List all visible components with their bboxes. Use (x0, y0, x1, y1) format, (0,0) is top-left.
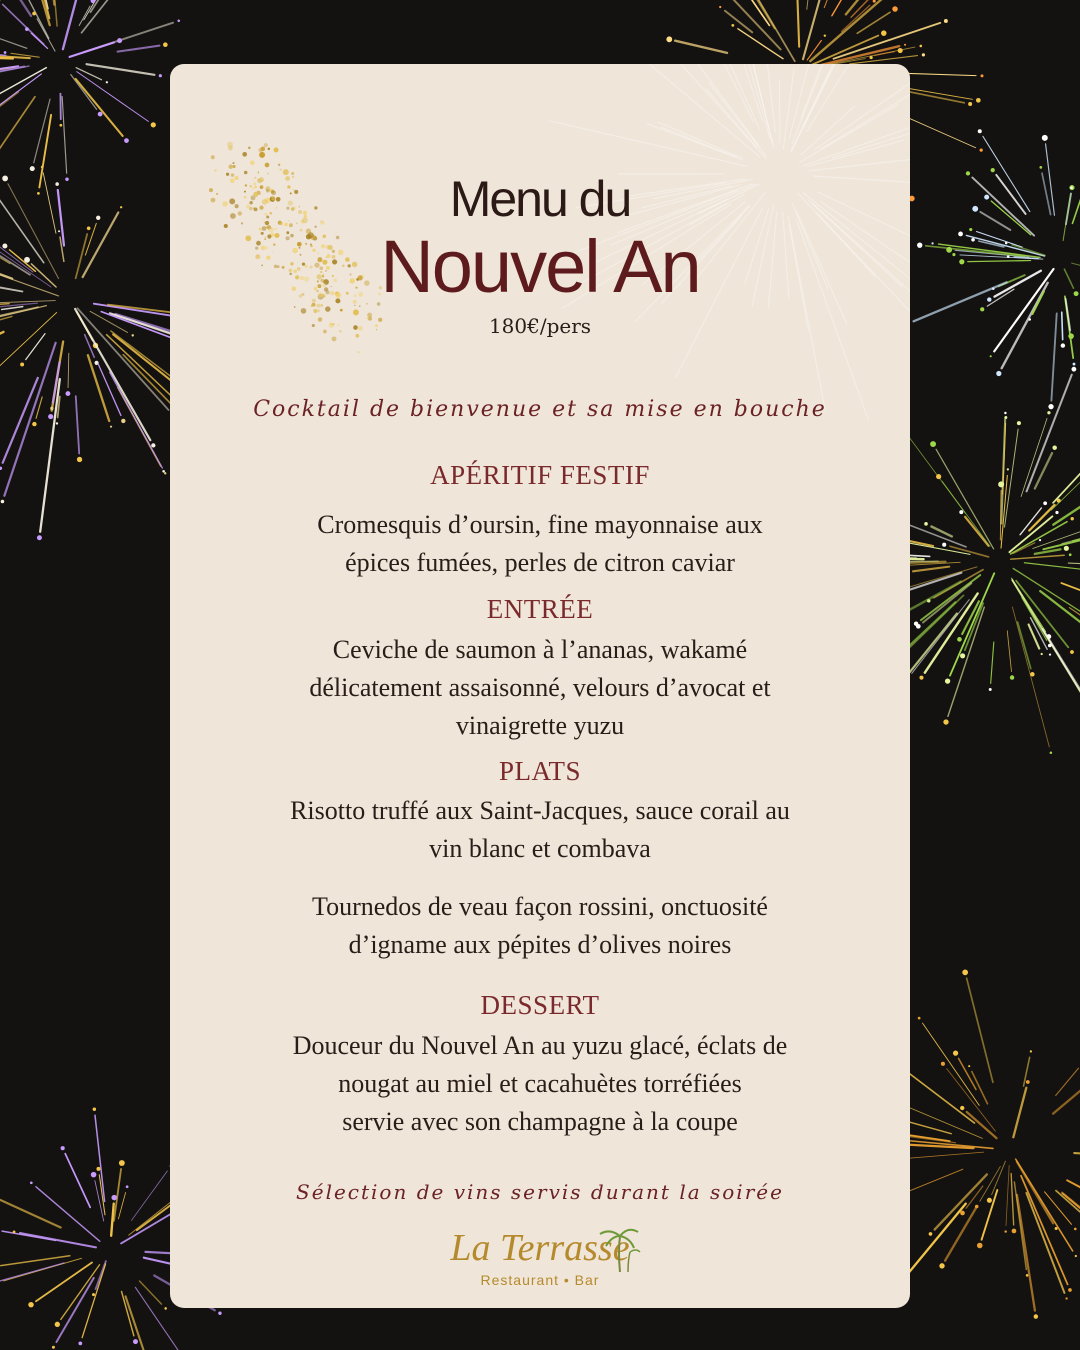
firework-dot (1012, 1229, 1017, 1234)
firework-dot (1070, 650, 1074, 654)
firework-dot (1071, 517, 1074, 520)
firework-spark (1021, 418, 1047, 496)
firework-dot (1064, 546, 1069, 551)
firework-spark (1053, 419, 1080, 503)
firework-dot (124, 138, 129, 143)
firework-dot (1028, 318, 1031, 321)
firework-dot (48, 414, 53, 419)
firework-spark (1005, 429, 1019, 527)
firework-spark (983, 136, 1030, 211)
plats-dish-2 (200, 888, 880, 964)
firework-dot (119, 1160, 125, 1166)
firework-spark (0, 272, 59, 296)
firework-spark (1061, 583, 1080, 596)
firework-spark (1016, 581, 1068, 648)
firework-dot (56, 422, 58, 424)
firework-spark (935, 1174, 987, 1229)
firework-dot (96, 1167, 100, 1171)
firework-spark (1006, 1165, 1009, 1225)
firework-spark (36, 1187, 100, 1242)
firework-dot (969, 228, 972, 231)
firework-spark (1018, 622, 1031, 668)
firework-dot (987, 1198, 992, 1203)
firework-dot (998, 481, 1004, 487)
firework-dot (61, 1146, 65, 1150)
firework-dot (922, 53, 925, 56)
firework-dot (120, 206, 122, 208)
firework-dot (2, 176, 8, 182)
firework-dot (66, 391, 71, 396)
firework-spark (63, 0, 78, 49)
firework-dot (987, 297, 991, 301)
firework-dot (162, 470, 165, 473)
firework-dot (132, 334, 134, 336)
firework-dot (159, 74, 162, 77)
firework-spark (111, 1204, 114, 1236)
firework-dot (990, 355, 992, 357)
firework-spark (8, 184, 59, 279)
firework-spark (0, 285, 22, 292)
firework-spark (1063, 194, 1071, 241)
firework-dot (968, 102, 972, 106)
firework-dot (881, 30, 887, 36)
firework-spark (972, 177, 1034, 235)
firework-dot (1030, 1050, 1032, 1052)
firework-spark (58, 190, 64, 246)
firework-spark (1042, 173, 1051, 214)
firework-spark (75, 309, 150, 440)
plats-dish-2-line-1: Tournedos de veau façon rossini, onctuosité (312, 892, 768, 921)
firework-dot (110, 426, 112, 428)
firework-spark (991, 642, 994, 683)
firework-dot (1, 500, 5, 504)
entree-dish (200, 631, 880, 745)
firework-dot (1017, 421, 1021, 425)
firework-dot (959, 510, 963, 514)
firework-dot (1075, 1255, 1077, 1257)
firework-spark (1014, 1182, 1026, 1269)
firework-spark (79, 6, 90, 26)
firework-spark (62, 97, 67, 174)
firework-dot (20, 362, 24, 366)
firework-spark (9, 0, 49, 38)
heading-aperitif: APÉRITIF FESTIF (430, 460, 650, 490)
aperitif-line-1: Cromesquis d’oursin, fine mayonnaise aux (317, 510, 763, 539)
firework-spark (26, 334, 45, 360)
firework-spark (20, 1233, 96, 1247)
firework-dot (1034, 1314, 1039, 1319)
plats-dish-1-line-2: vin blanc et combava (429, 834, 651, 863)
firework-spark (803, 0, 836, 59)
firework-dot (1048, 404, 1053, 409)
menu-card (170, 64, 910, 1308)
dessert-line-3: servie avec son champagne à la coupe (342, 1107, 738, 1136)
firework-dot (151, 443, 155, 447)
firework-dot (177, 20, 180, 23)
firework-spark (82, 0, 136, 33)
firework-dot (824, 34, 826, 36)
welcome-cocktail: Cocktail de bienvenue et sa mise en bouche (253, 397, 827, 422)
heading-plats: PLATS (498, 756, 582, 786)
firework-spark (131, 1171, 167, 1221)
firework-dot (4, 51, 7, 54)
firework-dot (916, 624, 921, 629)
firework-spark (1056, 1068, 1079, 1095)
firework-spark (40, 379, 60, 532)
firework-spark (942, 481, 990, 546)
plats-dish-1 (200, 792, 880, 868)
menu-content (170, 64, 910, 1308)
firework-dot (952, 253, 955, 256)
firework-dot (25, 27, 29, 31)
entree-line-1: Ceviche de saumon à l’ananas, wakamé (332, 635, 748, 664)
firework-dot (1026, 1080, 1030, 1084)
firework-spark (968, 261, 1031, 262)
firework-dot (945, 678, 950, 683)
firework-dot (719, 6, 721, 8)
aperitif-line-2: épices fumées, perles de citron caviar (345, 548, 735, 577)
firework-dot (929, 1232, 933, 1236)
firework-dot (126, 1185, 129, 1188)
firework-dot (30, 1181, 33, 1184)
firework-dot (164, 472, 166, 474)
heading-dessert: DESSERT (480, 990, 600, 1020)
firework-dot (1069, 553, 1072, 556)
restaurant-logo (430, 1222, 650, 1292)
firework-dot (92, 1293, 95, 1296)
firework-dot (1073, 363, 1076, 366)
firework-dot (121, 419, 125, 423)
plats-dish-1-line-1: Risotto truffé aux Saint-Jacques, sauce corail au (290, 796, 790, 825)
firework-spark (0, 316, 12, 360)
firework-spark (987, 289, 1014, 306)
firework-spark (0, 312, 57, 381)
firework-dot (962, 969, 968, 975)
firework-spark (61, 1265, 100, 1320)
firework-spark (948, 607, 984, 716)
firework-spark (139, 1281, 161, 1304)
firework-dot (93, 1108, 96, 1111)
dessert-line-1: Douceur du Nouvel An au yuzu glacé, éclats de (292, 1031, 788, 1060)
firework-spark (0, 68, 46, 101)
firework-spark (966, 1186, 983, 1208)
firework-dot (98, 112, 103, 117)
firework-spark (83, 213, 119, 278)
firework-spark (1011, 555, 1065, 559)
title-line-2: Nouvel An (380, 225, 700, 308)
firework-spark (0, 97, 35, 152)
firework-spark (1011, 1174, 1014, 1225)
firework-spark (1002, 283, 1048, 368)
firework-dot (924, 522, 928, 526)
plats-dish-2-line-2: d’igname aux pépites d’olives noires (348, 930, 732, 959)
firework-spark (43, 173, 56, 233)
firework-spark (947, 1069, 996, 1132)
firework-dot (164, 1307, 167, 1310)
firework-spark (1000, 490, 1001, 540)
firework-spark (0, 47, 6, 56)
firework-dot (939, 1263, 944, 1268)
firework-dot (996, 371, 1001, 376)
firework-dot (32, 422, 36, 426)
firework-dot (1010, 675, 1014, 679)
firework-spark (0, 265, 12, 279)
dessert-line-2: nougat au miel et cacahuètes torréfiées (338, 1069, 742, 1098)
firework-spark (1017, 1195, 1035, 1311)
firework-dot (960, 653, 965, 658)
firework-spark (2, 307, 23, 310)
firework-spark (1013, 1088, 1026, 1137)
firework-spark (967, 978, 993, 1082)
firework-dot (942, 543, 946, 547)
firework-dot (1061, 343, 1065, 347)
firework-dot (96, 216, 100, 220)
firework-spark (807, 0, 817, 9)
firework-dot (931, 242, 933, 244)
firework-dot (1026, 1274, 1029, 1277)
firework-spark (71, 75, 97, 110)
firework-dot (1068, 1288, 1072, 1292)
firework-dot (978, 129, 982, 133)
firework-dot (1070, 187, 1073, 190)
firework-dot (977, 1243, 983, 1249)
firework-spark (1051, 313, 1056, 400)
firework-dot (1041, 653, 1043, 655)
firework-spark (118, 46, 160, 52)
firework-dot (968, 1065, 970, 1067)
firework-dot (1039, 539, 1041, 541)
firework-spark (965, 517, 988, 546)
firework-dot (898, 48, 903, 53)
firework-spark (10, 250, 36, 271)
firework-dot (984, 195, 989, 200)
firework-dot (943, 719, 948, 724)
firework-dot (55, 182, 59, 186)
firework-dot (1068, 333, 1074, 339)
firework-spark (1043, 629, 1080, 751)
firework-dot (1004, 1230, 1006, 1232)
firework-spark (0, 1191, 61, 1227)
firework-spark (1053, 457, 1080, 525)
firework-dot (111, 1195, 117, 1201)
firework-dot (78, 1341, 82, 1345)
firework-dot (957, 637, 962, 642)
firework-dot (975, 1205, 979, 1209)
firework-dot (30, 166, 35, 171)
firework-spark (76, 396, 79, 453)
firework-dot (873, 0, 876, 3)
firework-spark (1072, 138, 1080, 224)
firework-dot (959, 259, 964, 264)
firework-spark (980, 1166, 1001, 1201)
firework-dot (936, 474, 941, 479)
firework-spark (1074, 1153, 1080, 1159)
firework-dot (1074, 1228, 1077, 1231)
firework-dot (958, 232, 963, 237)
palm-tree-icon (598, 1222, 642, 1274)
logo-name: La Terrasse (450, 1227, 630, 1269)
firework-spark (1013, 543, 1034, 554)
aperitif-dish (200, 506, 880, 582)
firework-dot (117, 38, 122, 43)
firework-spark (899, 1066, 975, 1123)
firework-dot (919, 676, 923, 680)
firework-dot (37, 535, 42, 540)
firework-spark (96, 1261, 106, 1289)
firework-dot (1042, 135, 1048, 141)
firework-dot (91, 1172, 97, 1178)
firework-dot (918, 1017, 921, 1020)
firework-dot (1071, 367, 1076, 372)
firework-dot (59, 124, 62, 127)
firework-dot (991, 168, 995, 172)
firework-spark (1035, 549, 1061, 554)
firework-dot (980, 307, 984, 311)
firework-dot (50, 407, 53, 410)
firework-dot (981, 74, 984, 77)
firework-dot (1043, 501, 1047, 505)
firework-spark (982, 1190, 998, 1240)
firework-dot (1049, 653, 1051, 655)
firework-spark (913, 567, 949, 572)
firework-spark (1029, 625, 1040, 649)
dessert-dish (200, 1027, 880, 1141)
firework-dot (960, 1211, 965, 1216)
heading-entree: ENTRÉE (486, 594, 594, 624)
firework-dot (976, 98, 981, 103)
firework-spark (68, 353, 69, 387)
firework-dot (944, 19, 948, 23)
firework-dot (1065, 1297, 1067, 1299)
firework-spark (31, 33, 47, 48)
firework-dot (87, 226, 91, 230)
firework-spark (1072, 263, 1080, 288)
firework-dot (1004, 416, 1007, 419)
firework-spark (1046, 144, 1055, 215)
entree-line-2: délicatement assaisonné, velours d’avocat et (309, 673, 771, 702)
firework-dot (941, 1062, 945, 1066)
firework-dot (1050, 752, 1053, 755)
firework-dot (1047, 411, 1050, 414)
firework-spark (967, 1112, 997, 1138)
firework-dot (1039, 166, 1042, 169)
title-line-1: Menu du (449, 171, 631, 227)
wine-selection-note: Sélection de vins servis durant la soirée (296, 1180, 784, 1204)
firework-dot (953, 1051, 958, 1056)
firework-spark (0, 301, 55, 303)
firework-spark (675, 41, 727, 53)
firework-spark (82, 1264, 105, 1338)
firework-dot (966, 171, 970, 175)
firework-spark (689, 0, 769, 25)
firework-spark (1007, 631, 1011, 672)
firework-spark (70, 42, 114, 56)
firework-dot (919, 45, 922, 48)
firework-dot (1055, 511, 1058, 514)
entree-line-3: vinaigrette yuzu (455, 711, 625, 740)
firework-spark (87, 64, 155, 75)
firework-spark (923, 1023, 980, 1105)
firework-spark (795, 0, 799, 47)
firework-spark (0, 332, 3, 392)
firework-spark (65, 1154, 90, 1208)
firework-spark (118, 1193, 125, 1219)
firework-spark (1035, 453, 1052, 488)
firework-dot (218, 1312, 221, 1315)
firework-dot (55, 1322, 60, 1327)
firework-dot (151, 122, 156, 127)
price: 180€/pers (488, 314, 592, 338)
firework-dot (1074, 291, 1079, 296)
firework-dot (892, 6, 898, 12)
firework-dot (37, 192, 40, 195)
firework-dot (930, 441, 936, 447)
firework-dot (2, 244, 7, 249)
firework-dot (960, 1106, 964, 1110)
firework-dot (52, 1346, 55, 1349)
firework-spark (945, 1208, 976, 1261)
firework-dot (163, 42, 168, 47)
firework-dot (731, 24, 734, 27)
firework-spark (1064, 269, 1073, 288)
firework-dot (13, 1231, 16, 1234)
firework-spark (52, 0, 54, 5)
firework-dot (1007, 468, 1009, 470)
firework-spark (1027, 375, 1072, 492)
firework-spark (77, 308, 168, 410)
firework-spark (0, 307, 38, 338)
firework-spark (900, 1104, 982, 1139)
firework-dot (32, 12, 36, 16)
logo-subtitle: Restaurant • Bar (480, 1272, 600, 1288)
firework-dot (58, 230, 60, 232)
firework-dot (666, 36, 672, 42)
firework-dot (133, 1339, 138, 1344)
firework-dot (904, 44, 906, 46)
firework-dot (972, 206, 978, 212)
firework-spark (84, 0, 124, 20)
firework-dot (77, 457, 82, 462)
firework-dot (91, 0, 96, 3)
firework-spark (39, 115, 51, 188)
firework-spark (914, 282, 1007, 321)
firework-dot (980, 149, 983, 152)
firework-spark (56, 1278, 93, 1342)
firework-spark (10, 0, 31, 16)
firework-dot (106, 81, 108, 83)
firework-dot (1052, 445, 1056, 449)
firework-dot (28, 1302, 33, 1307)
firework-spark (980, 212, 1010, 230)
firework-spark (1062, 312, 1063, 339)
firework-dot (917, 242, 922, 247)
firework-spark (1013, 568, 1080, 638)
firework-spark (0, 74, 41, 116)
firework-dot (0, 467, 2, 470)
firework-dot (24, 257, 30, 263)
firework-dot (1004, 412, 1006, 414)
firework-spark (1024, 563, 1080, 573)
firework-dot (971, 238, 975, 242)
firework-dot (65, 178, 68, 181)
firework-dot (989, 688, 992, 691)
firework-dot (1048, 644, 1052, 648)
